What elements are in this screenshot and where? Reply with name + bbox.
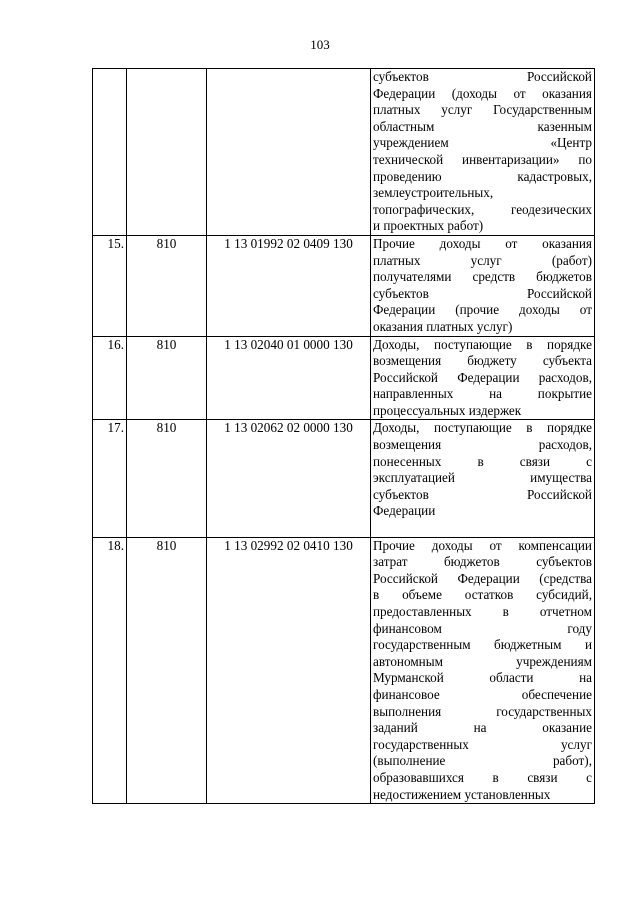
description-line: направленных на покрытие: [373, 386, 592, 402]
table-body: [93, 69, 595, 804]
description-line: [373, 520, 592, 537]
admin-code-cell: 810: [127, 336, 207, 420]
description-line: технической инвентаризации» по: [373, 151, 592, 167]
description-line: Доходы, поступающие в порядке: [373, 336, 592, 352]
description-line: субъектов Российской: [373, 486, 592, 502]
description-line: субъектов Российской: [373, 69, 592, 84]
description-line: получателями средств бюджетов: [373, 269, 592, 285]
budget-classification-code-cell: 1 13 02062 02 0000 130: [207, 420, 371, 537]
description-line: в объеме остатков субсидий,: [373, 587, 592, 603]
description-line: Российской Федерации (средства: [373, 570, 592, 586]
description-line: затрат бюджетов субъектов: [373, 554, 592, 570]
description-line: Федерации (прочие доходы от: [373, 302, 592, 318]
revenue-description-cell: [371, 537, 595, 804]
row-number-cell: 18.: [93, 537, 127, 804]
description-line: Прочие доходы от компенсации: [373, 537, 592, 553]
description-line: платных услуг Государственным: [373, 102, 592, 118]
description-line: Прочие доходы от оказания: [373, 235, 592, 251]
table-row: [93, 69, 595, 236]
description-line: (выполнение работ),: [373, 753, 592, 769]
description-line: Мурманской области на: [373, 670, 592, 686]
description-line: возмещения расходов,: [373, 437, 592, 453]
description-line: топографических, геодезических: [373, 201, 592, 217]
description-line: оказания платных услуг): [373, 318, 513, 334]
description-line: платных услуг (работ): [373, 252, 592, 268]
page-number: 103: [310, 37, 330, 52]
budget-classification-code-cell: 1 13 02992 02 0410 130: [207, 537, 371, 804]
admin-code-cell: 810: [127, 420, 207, 537]
description-line: эксплуатацией имущества: [373, 470, 592, 486]
description-line: образовавшихся в связи с: [373, 769, 592, 785]
table-row: [93, 336, 595, 420]
admin-code-cell: 810: [127, 235, 207, 336]
description-line: учреждением «Центр: [373, 135, 592, 151]
description-line: недостижением установленных: [373, 786, 551, 802]
row-number-cell: 16.: [93, 336, 127, 420]
description-line: землеустроительных,: [373, 185, 494, 201]
description-line: понесенных в связи с: [373, 453, 592, 469]
row-number-cell: 15.: [93, 235, 127, 336]
description-line: процессуальных издержек: [373, 402, 522, 418]
description-line: Российской Федерации расходов,: [373, 369, 592, 385]
revenue-codes-table: [92, 68, 595, 804]
description-line: предоставленных в отчетном: [373, 604, 592, 619]
description-line: финансовое обеспечение: [373, 686, 592, 702]
description-line: государственных услуг: [373, 736, 592, 752]
budget-classification-code-cell: [207, 69, 371, 236]
description-line: возмещения бюджету субъекта: [373, 353, 592, 369]
description-line: Федерации (доходы от оказания: [373, 85, 592, 101]
table-row: [93, 235, 595, 336]
table-row: [93, 420, 595, 537]
description-line: субъектов Российской: [373, 285, 592, 301]
row-number-cell: 17.: [93, 420, 127, 537]
budget-classification-code-cell: 1 13 02040 01 0000 130: [207, 336, 371, 420]
description-line: государственным бюджетным и: [373, 637, 592, 653]
revenue-description-cell: [371, 235, 595, 336]
description-line: и проектных работ): [373, 218, 484, 234]
description-line: Федерации: [373, 503, 436, 519]
description-line: заданий на оказание: [373, 720, 592, 736]
table-row: [93, 537, 595, 804]
row-number-cell: [93, 69, 127, 236]
admin-code-cell: 810: [127, 537, 207, 804]
revenue-description-cell: [371, 336, 595, 420]
description-line: выполнения государственных: [373, 703, 592, 719]
description-line: Доходы, поступающие в порядке: [373, 420, 592, 436]
description-line: финансовом году: [373, 620, 592, 636]
description-line: областным казенным: [373, 118, 592, 134]
admin-code-cell: [127, 69, 207, 236]
description-line: проведению кадастровых,: [373, 168, 592, 184]
description-line: автономным учреждениям: [373, 653, 592, 669]
budget-classification-code-cell: 1 13 01992 02 0409 130: [207, 235, 371, 336]
revenue-description-cell: [371, 69, 595, 236]
revenue-description-cell: [371, 420, 595, 537]
